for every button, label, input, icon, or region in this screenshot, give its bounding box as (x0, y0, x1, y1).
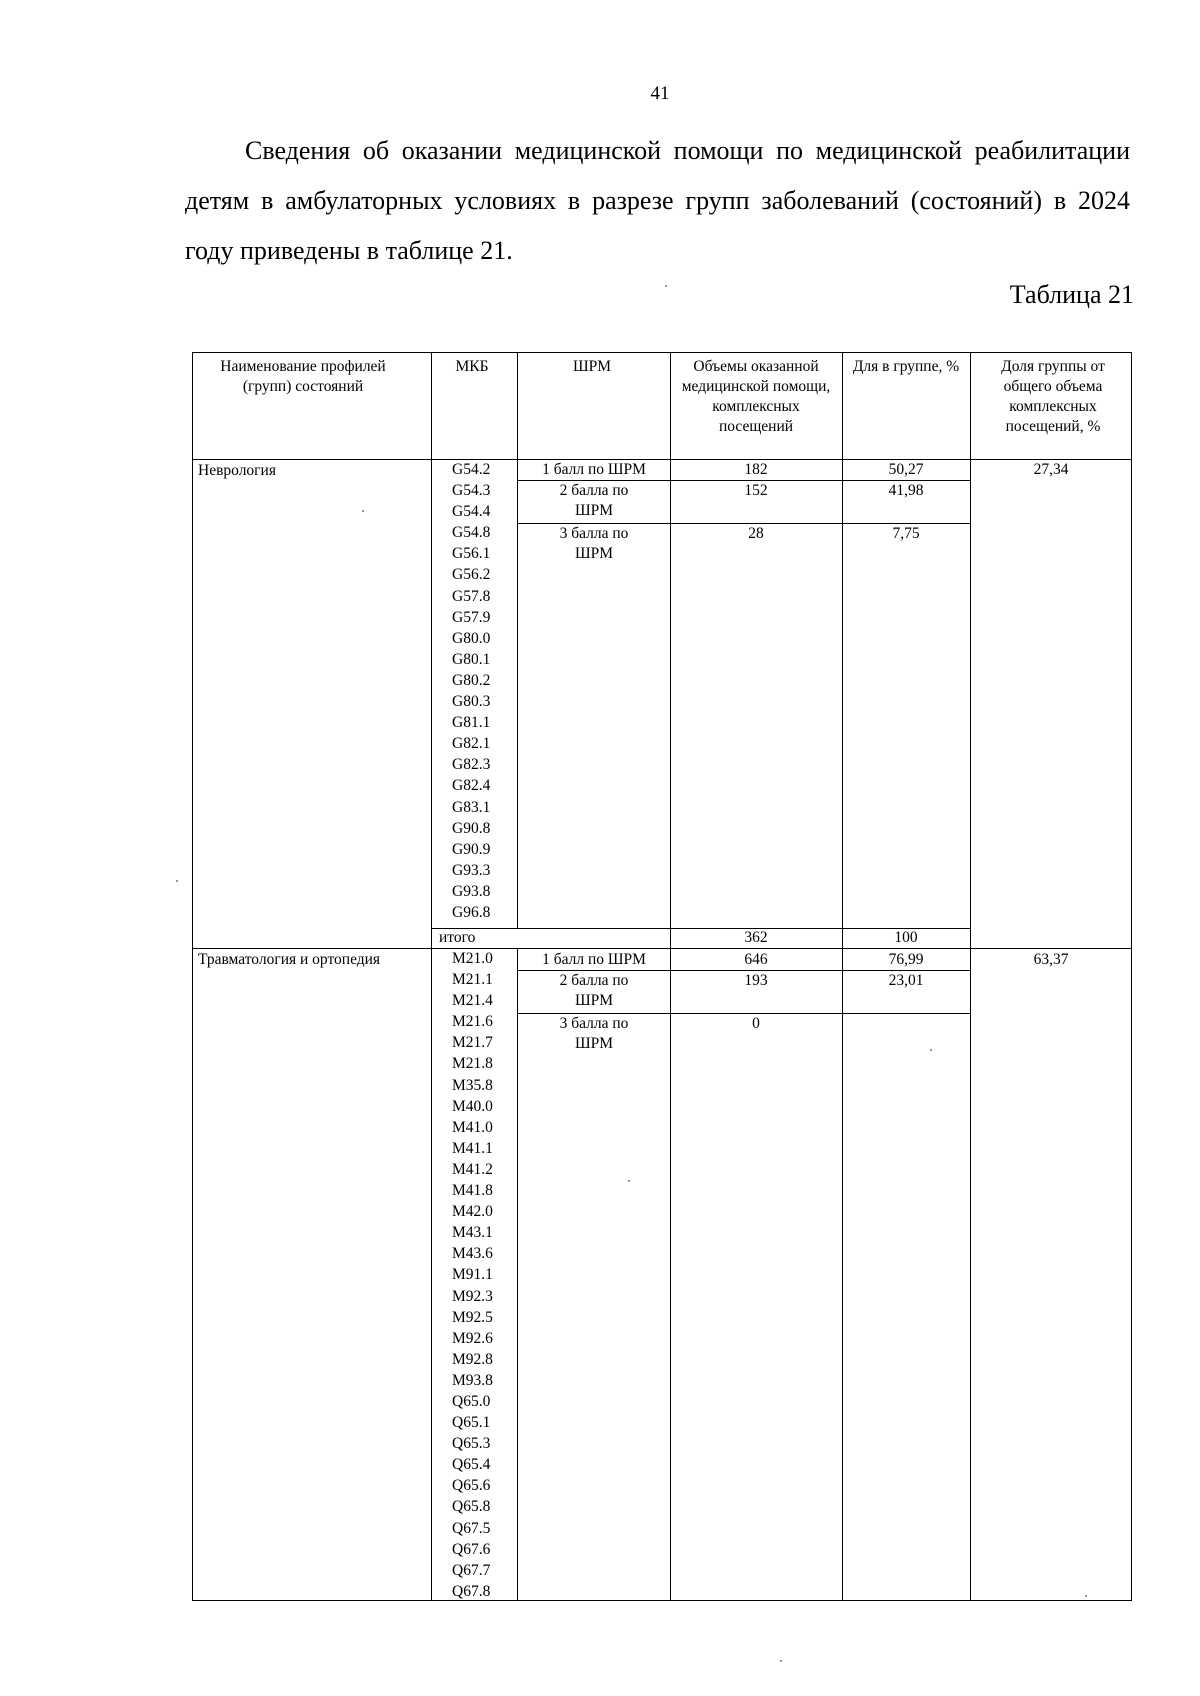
col-divider (431, 352, 432, 1601)
scan-speck (930, 1049, 932, 1051)
icd-code: Q65.4 (452, 1456, 491, 1474)
shrm-label: 2 балла по ШРМ (559, 972, 629, 1009)
header-shrm: ШРМ (572, 358, 612, 375)
share-value: 7,75 (892, 525, 920, 542)
share-value: 41,98 (888, 482, 924, 499)
volume-value: 28 (748, 525, 764, 542)
icd-code: G57.9 (452, 608, 491, 626)
icd-code: G80.1 (452, 650, 491, 668)
icd-codes-neurology (452, 459, 490, 923)
icd-code: G57.8 (452, 587, 491, 605)
intro-paragraph (185, 126, 1130, 276)
volume-value: 646 (744, 951, 768, 968)
icd-code: G93.3 (452, 861, 491, 879)
volume-value: 193 (744, 972, 768, 989)
icd-code: Q65.0 (452, 1392, 491, 1410)
icd-code: M43.6 (452, 1245, 493, 1263)
icd-code: M21.7 (452, 1034, 493, 1052)
group-share-value: 63,37 (1033, 951, 1069, 968)
icd-code: G54.8 (452, 524, 491, 542)
icd-code: Q67.6 (452, 1540, 491, 1558)
header-share-in-group: Для в группе, % (852, 358, 960, 375)
share-value: 23,01 (888, 972, 924, 989)
icd-code: M41.0 (452, 1118, 493, 1136)
icd-code: M43.1 (452, 1224, 493, 1242)
icd-code: M21.6 (452, 1013, 493, 1031)
total-label: итого (439, 929, 476, 946)
table-frame (192, 352, 1132, 1601)
col-divider (670, 352, 671, 1601)
col-divider (517, 948, 518, 1601)
header-profile: Наименование профилей (групп) состояний (220, 358, 386, 395)
icd-code: G82.1 (452, 735, 491, 753)
icd-code: G90.9 (452, 840, 491, 858)
icd-code: Q65.3 (452, 1435, 491, 1453)
scan-speck (176, 880, 178, 882)
scan-speck (362, 510, 364, 512)
page-number: 41 (650, 83, 670, 104)
icd-code: M92.3 (452, 1287, 493, 1305)
icd-codes-traumatology (452, 948, 493, 1602)
icd-code: G54.2 (452, 461, 491, 478)
icd-code: G80.3 (452, 693, 491, 711)
icd-code: Q65.6 (452, 1477, 491, 1495)
icd-code: G56.1 (452, 545, 491, 563)
header-volume: Объемы оказанной медицинской помощи, комплексных посещений (681, 358, 831, 435)
icd-code: G80.0 (452, 629, 491, 647)
icd-code: Q67.8 (452, 1582, 491, 1600)
group-name-traumatology: Травматология и ортопедия (198, 951, 381, 968)
table-caption: Таблица 21 (1009, 280, 1134, 309)
volume-value: 0 (752, 1015, 760, 1032)
icd-code: G90.8 (452, 819, 491, 837)
icd-code: M21.4 (452, 992, 493, 1010)
shrm-label: 3 балла по ШРМ (559, 1015, 629, 1052)
icd-code: M92.8 (452, 1350, 493, 1368)
icd-code: Q67.5 (452, 1519, 491, 1537)
total-volume: 362 (744, 929, 768, 946)
col-divider (842, 352, 843, 1601)
scan-speck (780, 1660, 782, 1662)
icd-code: Q65.8 (452, 1498, 491, 1516)
scan-speck (665, 285, 667, 287)
icd-code: M40.0 (452, 1097, 493, 1115)
icd-code: M21.1 (452, 971, 493, 989)
shrm-label: 1 балл по ШРМ (542, 461, 646, 478)
total-share: 100 (894, 929, 918, 946)
scan-speck (1085, 1595, 1087, 1597)
icd-code: M92.5 (452, 1308, 493, 1326)
icd-code: G82.3 (452, 756, 491, 774)
scan-speck (628, 1180, 630, 1182)
shrm-label: 1 балл по ШРМ (542, 951, 646, 968)
icd-code: M91.1 (452, 1266, 493, 1284)
header-icd: МКБ (455, 358, 489, 375)
share-value: 50,27 (888, 461, 924, 478)
icd-code: G93.8 (452, 882, 491, 900)
icd-code: Q65.1 (452, 1414, 491, 1432)
volume-value: 182 (744, 461, 768, 478)
col-divider (970, 352, 971, 1601)
icd-code: M21.8 (452, 1055, 493, 1073)
row-divider (192, 948, 1132, 949)
icd-code: M35.8 (452, 1076, 493, 1094)
intro-text: Сведения об оказании медицинской помощи по медицинской реабилитации детям в амбулаторных условиях в разрезе групп заболеваний (состояний) в 2024 году приведены в таблице 21. (185, 136, 1130, 265)
share-value: 76,99 (888, 951, 924, 968)
icd-code: M41.2 (452, 1160, 493, 1178)
icd-code: G56.2 (452, 566, 491, 584)
icd-code: G81.1 (452, 714, 491, 732)
icd-code: M42.0 (452, 1203, 493, 1221)
icd-code: G82.4 (452, 777, 491, 795)
icd-code: G80.2 (452, 671, 491, 689)
icd-code: M41.8 (452, 1182, 493, 1200)
group-name-neurology: Неврология (198, 462, 276, 479)
icd-code: M41.1 (452, 1139, 493, 1157)
group-share-value: 27,34 (1033, 461, 1069, 478)
icd-code: G54.4 (452, 503, 491, 521)
volume-value: 152 (744, 482, 768, 499)
icd-code: G54.3 (452, 482, 491, 500)
header-group-share: Доля группы от общего объема комплексных посещений, % (1001, 358, 1105, 435)
icd-code: M92.6 (452, 1329, 493, 1347)
icd-code: M93.8 (452, 1371, 493, 1389)
shrm-label: 2 балла по ШРМ (559, 482, 629, 519)
icd-code: G83.1 (452, 798, 491, 816)
icd-code: Q67.7 (452, 1561, 491, 1579)
shrm-label: 3 балла по ШРМ (559, 525, 629, 562)
col-divider (517, 352, 518, 929)
icd-code: G96.8 (452, 903, 491, 921)
icd-code: M21.0 (452, 950, 493, 967)
